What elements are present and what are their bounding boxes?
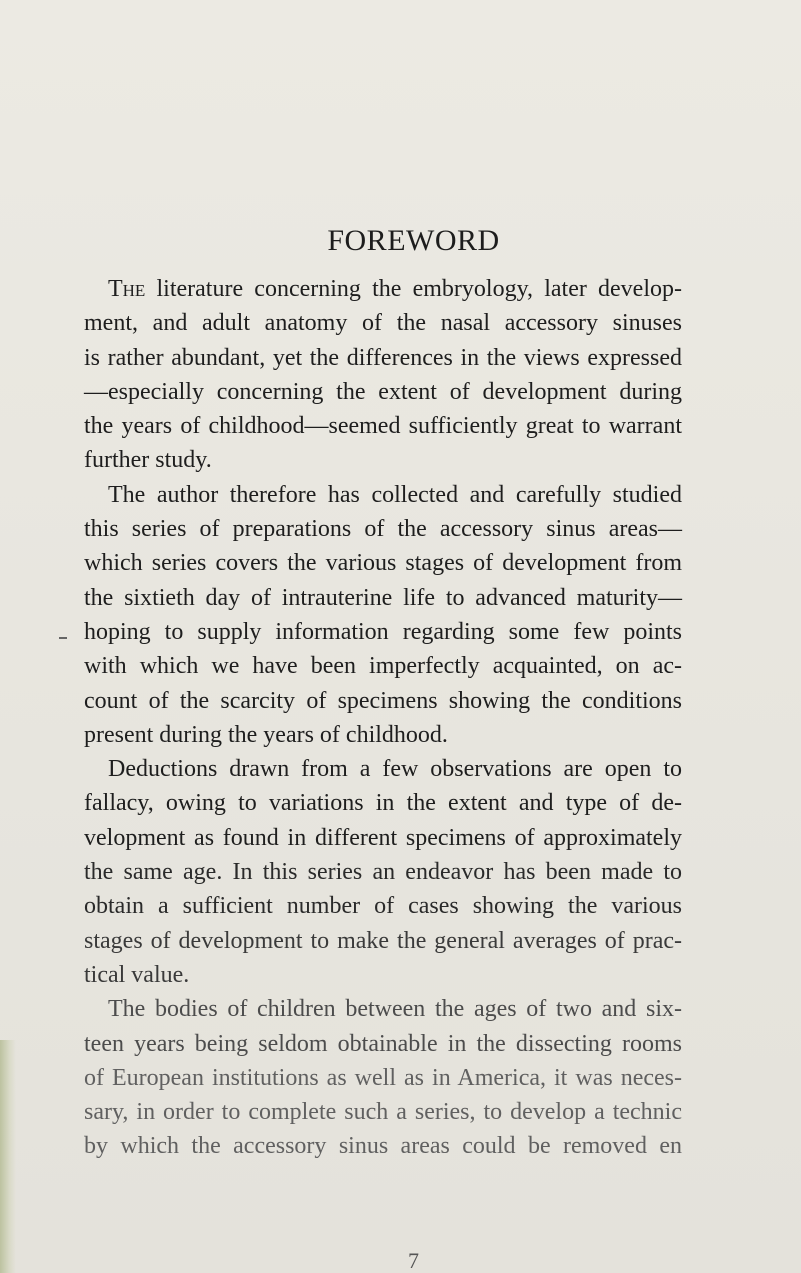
text-line: fallacy, owing to variations in the extent and type of de-: [84, 790, 682, 817]
margin-mark: [59, 637, 67, 639]
text-line: is rather abundant, yet the differences in the views expressed: [84, 344, 682, 371]
text-line: velopment as found in different specimens of approximately: [84, 824, 682, 851]
text-line: ment, and adult anatomy of the nasal accessory sinuses: [84, 310, 682, 337]
text-line: the years of childhood—seemed sufficiently great to warrant: [84, 413, 682, 440]
text-line: sary, in order to complete such a series, to develop a technic: [84, 1099, 682, 1126]
text-line: teen years being seldom obtainable in the dissecting rooms: [84, 1030, 682, 1057]
text-line: present during the years of childhood.: [84, 721, 448, 748]
text-line: of European institutions as well as in America, it was neces-: [84, 1064, 682, 1091]
text-line: The author therefore has collected and carefully studied: [108, 481, 682, 508]
text-line: obtain a sufficient number of cases showing the various: [84, 893, 682, 920]
text-line: The literature concerning the embryology, later develop-: [108, 276, 682, 302]
text-line: count of the scarcity of specimens showing the conditions: [84, 687, 682, 714]
text-line: Deductions drawn from a few observations are open to: [108, 756, 682, 783]
foreword-text: [84, 272, 682, 1164]
text-line: this series of preparations of the accessory sinus areas—: [84, 516, 682, 543]
text-line: with which we have been imperfectly acquainted, on ac-: [84, 653, 682, 680]
text-line: tical value.: [84, 961, 190, 988]
text-line: the same age. In this series an endeavor has been made to: [84, 859, 682, 886]
text-line: The bodies of children between the ages of two and six-: [108, 996, 682, 1023]
text-line: hoping to supply information regarding some few points: [84, 618, 682, 645]
small-caps-first-word: The: [108, 276, 146, 302]
page-number: 7: [408, 1248, 419, 1273]
text-line: stages of development to make the general averages of prac-: [84, 927, 682, 954]
text-line: by which the accessory sinus areas could be removed en: [84, 1133, 682, 1160]
text-line: the sixtieth day of intrauterine life to advanced maturity—: [84, 584, 682, 611]
text-line: further study.: [84, 447, 212, 474]
text-line: which series covers the various stages of development from: [84, 550, 682, 577]
text-line: —especially concerning the extent of development during: [84, 378, 682, 405]
page-heading: FOREWORD: [327, 224, 500, 257]
